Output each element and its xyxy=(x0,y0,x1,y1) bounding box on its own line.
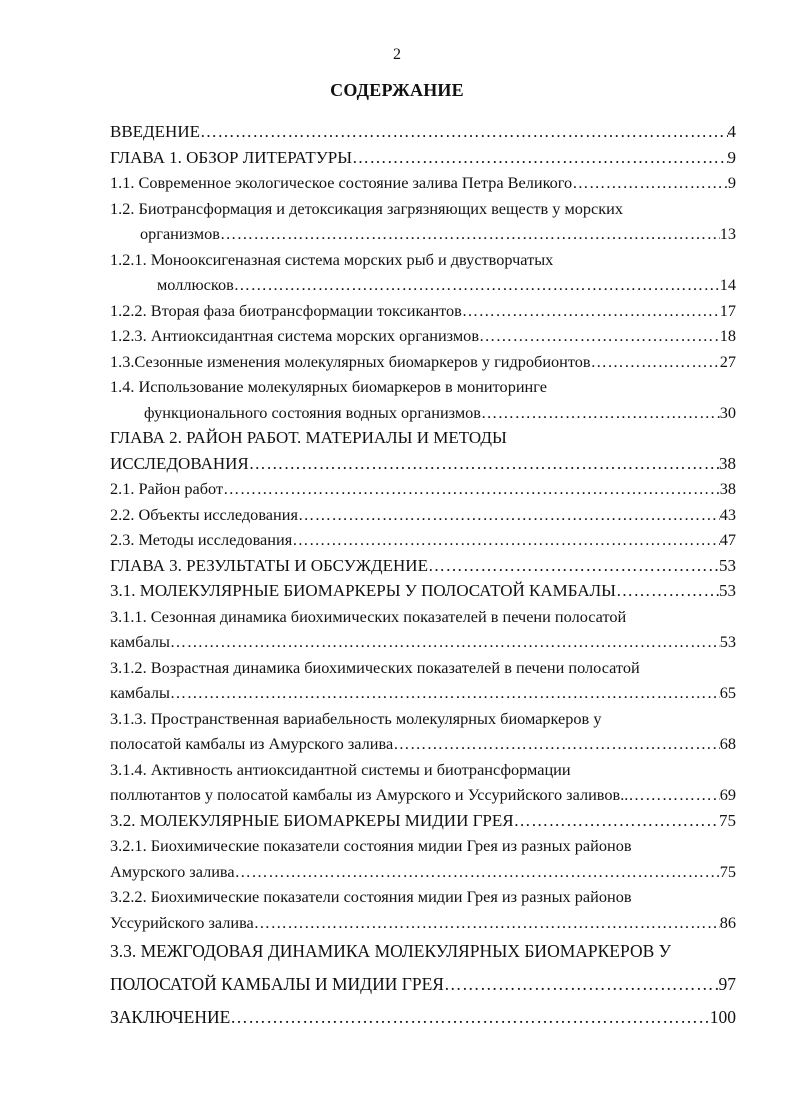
toc-page-number: 27 xyxy=(719,351,736,371)
leader-dots xyxy=(481,400,720,426)
toc-entry-1-2[interactable] xyxy=(110,196,736,222)
toc-page-number: 69 xyxy=(719,785,736,804)
leader-dots xyxy=(200,119,728,145)
toc-entry-3-1-4-continued[interactable] xyxy=(110,782,736,808)
toc-entry-text: 3.3. МЕЖГОДОВАЯ ДИНАМИКА МОЛЕКУЛЯРНЫХ БИОМАРКЕРОВ У xyxy=(110,941,672,961)
toc-entry-text: Уссурийского залива xyxy=(110,912,254,932)
toc-page-number: 18 xyxy=(719,326,736,345)
toc-entry-chapter-1[interactable] xyxy=(110,145,736,171)
toc-entry-text: 1.2.3. Антиоксидантная система морских организмов xyxy=(110,326,480,345)
toc-page-number: 75 xyxy=(719,810,736,830)
toc-entry-text: моллюсков xyxy=(157,275,234,294)
toc-entry-text: 3.2. МОЛЕКУЛЯРНЫЕ БИОМАРКЕРЫ МИДИИ ГРЕЯ xyxy=(110,810,514,830)
toc-page-number: 38 xyxy=(719,479,736,498)
page-number: 2 xyxy=(393,46,401,63)
toc-entry-1-4-continued[interactable] xyxy=(110,400,736,426)
toc-page-number: 53 xyxy=(719,632,736,651)
leader-dots xyxy=(170,680,720,706)
toc-page-number: 14 xyxy=(719,275,736,294)
toc-entry-3-1-2[interactable] xyxy=(110,655,736,681)
toc-entry-text: 3.1.1. Сезонная динамика биохимических показателей в печени полосатой xyxy=(110,606,627,626)
toc-entry-text: 3.2.1. Биохимические показатели состояния мидии Грея из разных районов xyxy=(110,836,632,855)
leader-dots xyxy=(230,1001,709,1034)
toc-entry-3-2-1-continued[interactable] xyxy=(110,859,736,885)
toc-entry-3-1[interactable] xyxy=(110,578,736,604)
toc-entry-1-3[interactable] xyxy=(110,349,736,375)
toc-entry-text: камбалы xyxy=(110,632,170,651)
leader-dots xyxy=(254,910,720,936)
leader-dots xyxy=(249,451,719,477)
toc-entry-text: 3.1.4. Активность антиоксидантной системы и биотрансформации xyxy=(110,759,571,779)
toc-page-number: 53 xyxy=(719,581,736,600)
leader-dots xyxy=(428,553,719,579)
toc-page-number: 47 xyxy=(719,530,736,549)
toc-entry-chapter-3[interactable] xyxy=(110,553,736,579)
toc-entry-text: 1.3.Сезонные изменения молекулярных биомаркеров у гидробионтов xyxy=(110,351,591,371)
toc-entry-3-1-1-continued[interactable] xyxy=(110,629,736,655)
leader-dots xyxy=(393,731,720,757)
toc-entry-1-4[interactable] xyxy=(110,374,736,400)
toc-entry-text: 1.2. Биотрансформация и детоксикация загрязняющих веществ у морских xyxy=(110,198,624,218)
toc-entry-text: поллютантов у полосатой камбалы из Амурского и Уссурийского заливов.. xyxy=(110,785,629,804)
toc-entry-text: камбалы xyxy=(110,683,170,702)
toc-page-number: 75 xyxy=(719,861,736,881)
leader-dots xyxy=(616,578,719,604)
leader-dots xyxy=(223,476,720,502)
table-of-contents xyxy=(110,119,736,1034)
toc-entry-3-3[interactable] xyxy=(110,935,736,968)
toc-entry-3-1-2-continued[interactable] xyxy=(110,680,736,706)
toc-entry-1-2-3[interactable] xyxy=(110,323,736,349)
toc-page-number: 13 xyxy=(719,224,736,243)
toc-entry-text: 1.2.2. Вторая фаза биотрансформации токсикантов xyxy=(110,300,462,320)
toc-entry-2-3[interactable] xyxy=(110,527,736,553)
toc-page-number: 100 xyxy=(709,1007,736,1027)
leader-dots xyxy=(514,808,719,834)
toc-entry-text: 3.1. МОЛЕКУЛЯРНЫЕ БИОМАРКЕРЫ У ПОЛОСАТОЙ КАМБАЛЫ xyxy=(110,581,616,600)
toc-entry-text: 1.2.1. Монооксигеназная система морских рыб и двустворчатых xyxy=(110,249,554,269)
toc-entry-text: 1.4. Использование молекулярных биомаркеров в мониторинге xyxy=(110,377,547,396)
toc-entry-text: ВВЕДЕНИЕ xyxy=(110,122,200,141)
toc-entry-conclusion[interactable] xyxy=(110,1001,736,1034)
toc-entry-3-2[interactable] xyxy=(110,808,736,834)
toc-entry-text: функционального состояния водных организмов xyxy=(144,402,481,422)
leader-dots xyxy=(170,629,720,655)
toc-entry-text: организмов xyxy=(140,224,220,243)
leader-dots xyxy=(462,298,720,324)
toc-page-number: 17 xyxy=(719,300,736,320)
leader-dots xyxy=(479,323,720,349)
toc-entry-1-2-1-continued[interactable] xyxy=(110,272,736,298)
toc-entry-3-3-continued[interactable] xyxy=(110,968,736,1001)
toc-entry-text: 3.2.2. Биохимические показатели состояния мидии Грея из разных районов xyxy=(110,887,632,906)
leader-dots xyxy=(352,145,727,171)
toc-page-number: 30 xyxy=(719,402,736,422)
toc-entry-text: ПОЛОСАТОЙ КАМБАЛЫ И МИДИИ ГРЕЯ xyxy=(110,974,444,994)
toc-entry-introduction[interactable] xyxy=(110,119,736,145)
toc-entry-3-1-3-continued[interactable] xyxy=(110,731,736,757)
leader-dots xyxy=(220,221,720,247)
toc-entry-text: 2.2. Объекты исследования xyxy=(110,504,298,524)
toc-entry-text: полосатой камбалы из Амурского залива xyxy=(110,734,394,753)
toc-entry-3-1-3[interactable] xyxy=(110,706,736,732)
leader-dots xyxy=(292,527,720,553)
toc-page-number: 97 xyxy=(718,974,736,994)
toc-entry-3-1-4[interactable] xyxy=(110,757,736,783)
toc-entry-2-1[interactable] xyxy=(110,476,736,502)
toc-entry-1-2-1[interactable] xyxy=(110,247,736,273)
toc-entry-text: ЗАКЛЮЧЕНИЕ xyxy=(110,1007,231,1027)
toc-entry-3-1-1[interactable] xyxy=(110,604,736,630)
toc-entry-text: ГЛАВА 1. ОБЗОР ЛИТЕРАТУРЫ xyxy=(110,147,353,167)
toc-entry-text: ГЛАВА 3. РЕЗУЛЬТАТЫ И ОБСУЖДЕНИЕ xyxy=(110,555,428,575)
toc-entry-3-2-2[interactable] xyxy=(110,884,736,910)
leader-dots xyxy=(591,349,720,375)
toc-page-number: 38 xyxy=(719,453,736,473)
toc-entry-chapter-2[interactable] xyxy=(110,425,736,451)
toc-entry-chapter-2-continued[interactable] xyxy=(110,451,736,477)
toc-entry-text: 3.1.3. Пространственная вариабельность молекулярных биомаркеров у xyxy=(110,708,602,728)
toc-page-number: 86 xyxy=(719,912,736,932)
toc-entry-1-2-2[interactable] xyxy=(110,298,736,324)
toc-page-number: 65 xyxy=(719,683,736,702)
toc-page-number: 68 xyxy=(719,734,736,753)
leader-dots xyxy=(234,272,720,298)
toc-entry-text: 2.3. Методы исследования xyxy=(110,530,293,549)
toc-entry-text: Амурского залива xyxy=(110,861,235,881)
leader-dots xyxy=(235,859,720,885)
toc-entry-text: 1.1. Современное экологическое состояние залива Петра Великого xyxy=(110,173,573,192)
toc-entry-2-2[interactable] xyxy=(110,502,736,528)
toc-entry-text: 3.1.2. Возрастная динамика биохимических показателей в печени полосатой xyxy=(110,657,640,677)
leader-dots xyxy=(444,968,719,1001)
toc-entry-3-2-1[interactable] xyxy=(110,833,736,859)
toc-entry-3-2-2-continued[interactable] xyxy=(110,910,736,936)
toc-page-number: 9 xyxy=(727,147,736,167)
page-title: СОДЕРЖАНИЕ xyxy=(330,80,464,100)
toc-page-number: 9 xyxy=(727,173,736,192)
toc-page-number: 53 xyxy=(719,555,736,575)
leader-dots xyxy=(572,170,728,196)
toc-entry-1-2-continued[interactable] xyxy=(110,221,736,247)
toc-page-number: 4 xyxy=(727,122,736,141)
toc-entry-text: ИССЛЕДОВАНИЯ xyxy=(110,453,249,473)
leader-dots xyxy=(628,782,719,808)
toc-entry-1-1[interactable] xyxy=(110,170,736,196)
leader-dots xyxy=(298,502,720,528)
toc-entry-text: ГЛАВА 2. РАЙОН РАБОТ. МАТЕРИАЛЫ И МЕТОДЫ xyxy=(110,428,507,447)
toc-entry-text: 2.1. Район работ xyxy=(110,479,224,498)
toc-page-number: 43 xyxy=(719,504,736,524)
